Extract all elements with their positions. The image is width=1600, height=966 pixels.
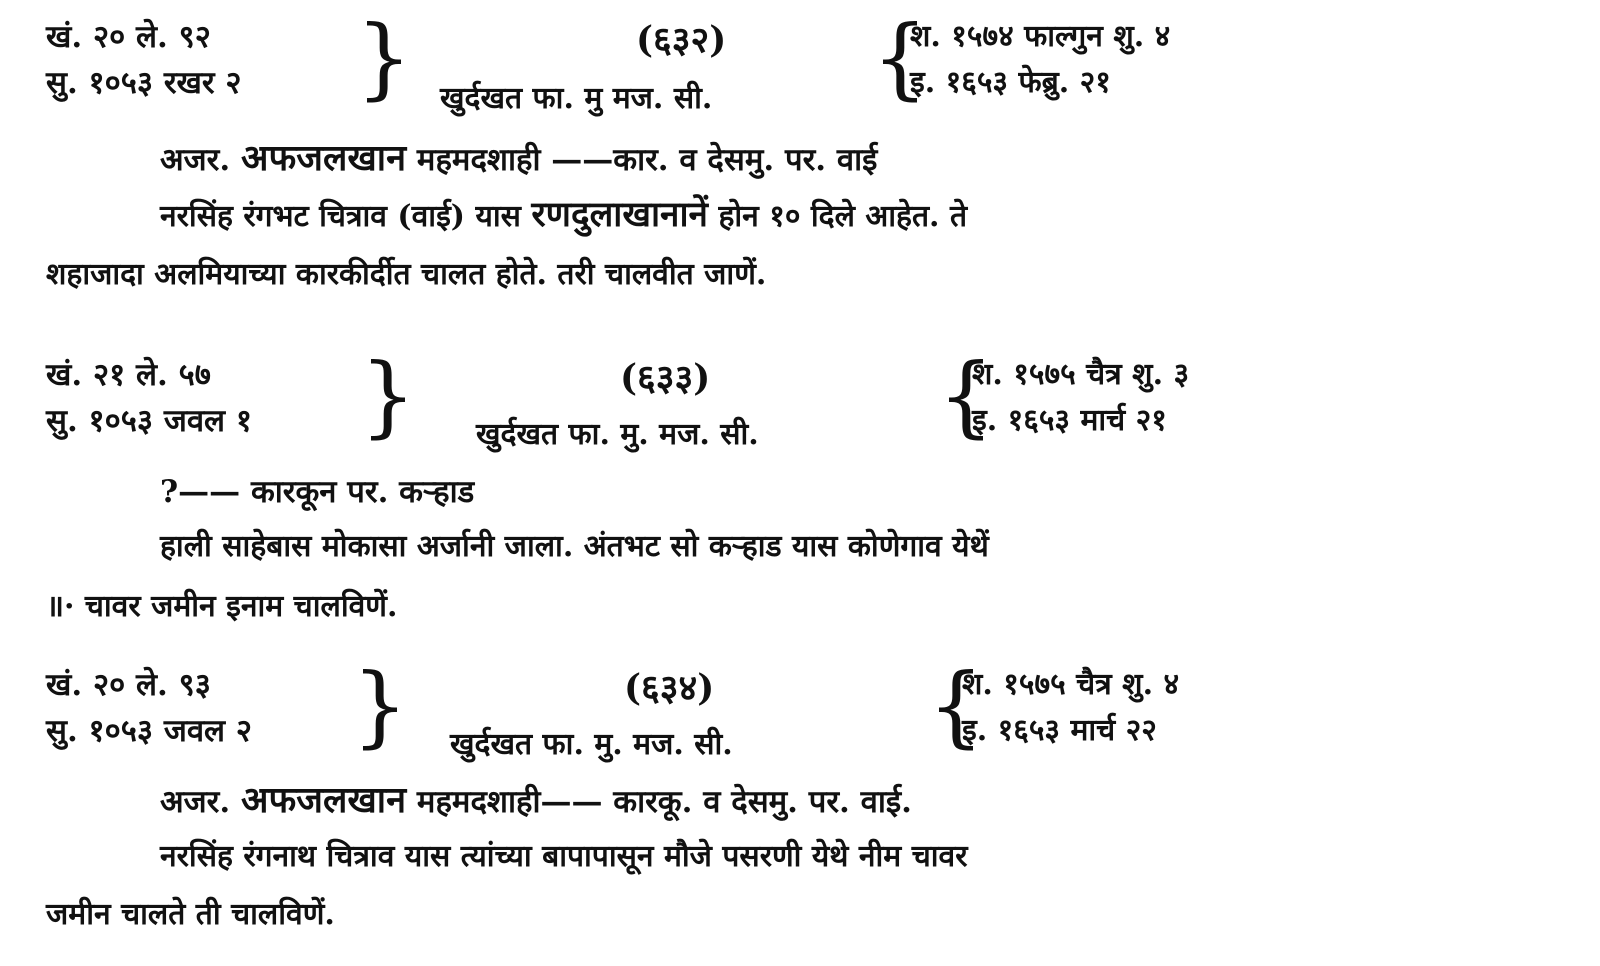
reference-block bbox=[46, 662, 252, 754]
addressee-suffix: महमदशाही ——कार. व देसमु. पर. वाई bbox=[416, 142, 878, 178]
ref-volume-letter: खं. २१ ले. ५७ bbox=[46, 357, 211, 393]
body-line-2: शहाजादा अलमियाच्या कारकीर्दीत चालत होते. तरी चालवीत जाणें. bbox=[46, 257, 767, 292]
ref-year-month: सु. १०५३ जवल २ bbox=[46, 713, 252, 749]
date-gregorian: इ. १६५३ मार्च २२ bbox=[962, 713, 1157, 748]
date-shaka: श. १५७५ चैत्र शु. ३ bbox=[972, 357, 1190, 392]
document-type: खुर्दखत फा. मु मज. सी. bbox=[440, 81, 713, 116]
letter-number: (६३३) bbox=[620, 357, 711, 399]
letter-number: (६३२) bbox=[636, 19, 727, 61]
date-shaka: श. १५७५ चैत्र शु. ४ bbox=[962, 667, 1180, 702]
left-brace: } bbox=[352, 654, 408, 757]
right-brace: { bbox=[938, 344, 994, 447]
body-text: होन १० दिले आहेत. ते bbox=[718, 199, 968, 234]
body-text: नरसिंह रंगभट चित्राव (वाई) यास bbox=[160, 199, 521, 234]
body-line-2: ॥· चावर जमीन इनाम चालविणें. bbox=[46, 589, 398, 624]
addressee-suffix: महमदशाही—— कारकू. व देसमु. पर. वाई. bbox=[416, 784, 912, 820]
date-gregorian: इ. १६५३ फेब्रु. २१ bbox=[910, 65, 1111, 100]
right-brace: { bbox=[872, 6, 928, 109]
ref-year-month: सु. १०५३ रखर २ bbox=[46, 65, 242, 101]
addressee-name: अफजलखान bbox=[240, 779, 407, 821]
body-line-1: हाली साहेबास मोकासा अर्जानी जाला. अंतभट सो कऱ्हाड यास कोणेगाव येथें bbox=[160, 529, 989, 564]
addressee-line bbox=[160, 132, 877, 181]
reference-block bbox=[46, 14, 241, 106]
right-brace: { bbox=[928, 654, 984, 757]
addressee-prefix: अजर. bbox=[160, 784, 231, 820]
left-brace: } bbox=[356, 6, 412, 109]
body-emphasis: रणदुलाखानानें bbox=[531, 194, 708, 235]
body-line-1: नरसिंह रंगनाथ चित्राव यास त्यांच्या बापापासून मौजे पसरणी येथे नीम चावर bbox=[160, 839, 968, 874]
document-type: खुर्दखत फा. मु. मज. सी. bbox=[450, 727, 733, 762]
document-type: खुर्दखत फा. मु. मज. सी. bbox=[476, 417, 759, 452]
addressee-line bbox=[160, 774, 912, 823]
body-line-2: जमीन चालते ती चालविणें. bbox=[46, 897, 335, 932]
ref-volume-letter: खं. २० ले. ९३ bbox=[46, 667, 211, 703]
ref-year-month: सु. १०५३ जवल १ bbox=[46, 403, 252, 439]
date-shaka: श. १५७४ फाल्गुन शु. ४ bbox=[910, 19, 1171, 54]
date-block bbox=[972, 352, 1189, 444]
date-block bbox=[910, 14, 1170, 106]
addressee-line: ?—— कारकून पर. कऱ्हाड bbox=[160, 474, 475, 510]
letter-number: (६३४) bbox=[624, 667, 715, 709]
body-line-1 bbox=[160, 190, 967, 237]
reference-block bbox=[46, 352, 252, 444]
left-brace: } bbox=[360, 344, 416, 447]
date-gregorian: इ. १६५३ मार्च २१ bbox=[972, 403, 1167, 438]
addressee-name: अफजलखान bbox=[240, 137, 407, 179]
ref-volume-letter: खं. २० ले. ९२ bbox=[46, 19, 211, 55]
date-block bbox=[962, 662, 1179, 754]
addressee-prefix: अजर. bbox=[160, 142, 231, 178]
